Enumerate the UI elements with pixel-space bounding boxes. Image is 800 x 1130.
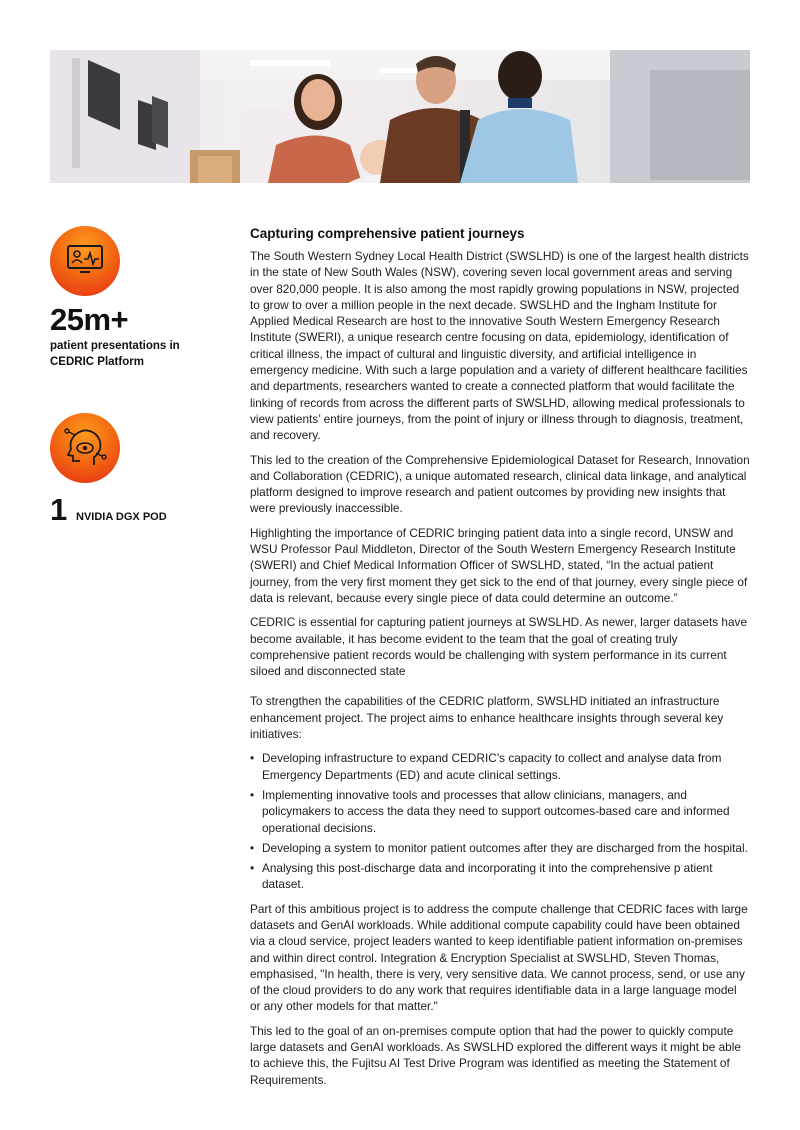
section-heading: Capturing comprehensive patient journeys: [250, 226, 525, 241]
list-item: [250, 860, 750, 893]
hospital-family-illustration: [50, 50, 750, 183]
stat-value-presentations: 25m+: [50, 302, 129, 337]
hero-photo: [50, 50, 750, 183]
paragraph: This led to the goal of an on-premises compute option that had the power to quickly compute large datasets and GenAI workloads. As SWSLHD explored the different ways it might be able to achieve this, the Fujitsu AI Test Drive Program was identified as meeting the Statement of Requirements.: [250, 1023, 741, 1087]
paragraph: Part of this ambitious project is to address the compute challenge that CEDRIC faces with large datasets and GenAI workloads. While additional compute capability could have been obtained via a cloud service, project leaders wanted to keep identifiable patient information on-premises and within direct control. Integration & Encryption Specialist at SWSLHD, Steven Thomas, emphasised, "In health, there is very, very sensitive data. We cannot process, send, or use any of the cloud providers to do any work that requires identifiable data in a large language model or any other models for that matter.": [250, 901, 748, 1014]
article-body: [250, 225, 750, 1096]
bullet-glyph: •: [250, 840, 255, 855]
list-item-text: Implementing innovative tools and processes that allow clinicians, managers, and policymakers to access the data they need to support outcomes-based care and informed operational decisions.: [262, 787, 730, 835]
bullet-glyph: •: [250, 861, 255, 876]
stat-value-dgx: 1: [50, 492, 68, 527]
initiatives-list: [250, 750, 750, 892]
list-item-text: Analysing this post-discharge data and incorporating it into the comprehensive p atient dataset.: [262, 861, 713, 892]
list-item-text: Developing a system to monitor patient outcomes after they are discharged from the hospital.: [262, 840, 748, 855]
bullet-glyph: •: [250, 787, 255, 802]
paragraph: To strengthen the capabilities of the CEDRIC platform, SWSLHD initiated an infrastructure enhancement project. The project aims to enhance healthcare insights through several key initiatives:: [250, 694, 724, 742]
list-item: [250, 840, 750, 856]
ai-brain-eye-icon: [50, 413, 120, 483]
bullet-glyph: •: [250, 751, 255, 766]
paragraph: Highlighting the importance of CEDRIC bringing patient data into a single record, UNSW and WSU Professor Paul Middleton, Director of the South Western Emergency Research Institute (SWERI) and Chief Medical Information Officer of SWSLHD, stated, “In the actual patient journey, from the very first moment they get sick to the end of that journey, every single piece of data is relevant, because every single piece of data could determine an outcome.”: [250, 525, 748, 605]
list-item: [250, 787, 750, 836]
stat-caption-dgx: NVIDIA DGX POD: [76, 511, 167, 523]
stat-caption-presentations: patient presentations in CEDRIC Platform: [50, 340, 180, 368]
paragraph: The South Western Sydney Local Health District (SWSLHD) is one of the largest health districts in the state of New South Wales (NSW), covering seven local government areas and serving over 820,000 people. It is also among the most rapidly growing populations in NSW, projected to grow to over a million people in the next decade. SWSLHD and the Ingham Institute for Applied Medical Research are host to the innovative South Western Emergency Research Institute (SWERI), a unique research centre focusing on data, epidemiology, identification of critical illness, the impact of cultural and linguistic diversity, and artificial intelligence in emergency medicine. With such a large population and a variety of different healthcare facilities and departments, researchers wanted to create a connected platform that would facilitate the linking of records from across the different parts of SWSLHD, allowing medical professionals to view patients’ entire journeys, from the point of injury or illness through to diagnosis, treatment, and recovery.: [250, 249, 749, 443]
monitor-pulse-icon: [50, 226, 120, 296]
paragraph: This led to the creation of the Comprehensive Epidemiological Dataset for Research, Innovation and Collaboration (CEDRIC), a unique automated research, clinical data linkage, and analytical platform designed to improve research and patient outcomes by providing new insights that were previously inaccessible.: [250, 452, 750, 516]
list-item-text: Developing infrastructure to expand CEDRIC’s capacity to collect and analyse data from Emergency Departments (ED) and acute clinical settings.: [262, 751, 722, 782]
list-item: [250, 750, 750, 783]
paragraph: CEDRIC is essential for capturing patient journeys at SWSLHD. As newer, larger datasets have become available, it has become evident to the team that the goal of creating truly comprehensive patient records would be challenging with system performance in its current siloed and disconnected state: [250, 615, 748, 679]
